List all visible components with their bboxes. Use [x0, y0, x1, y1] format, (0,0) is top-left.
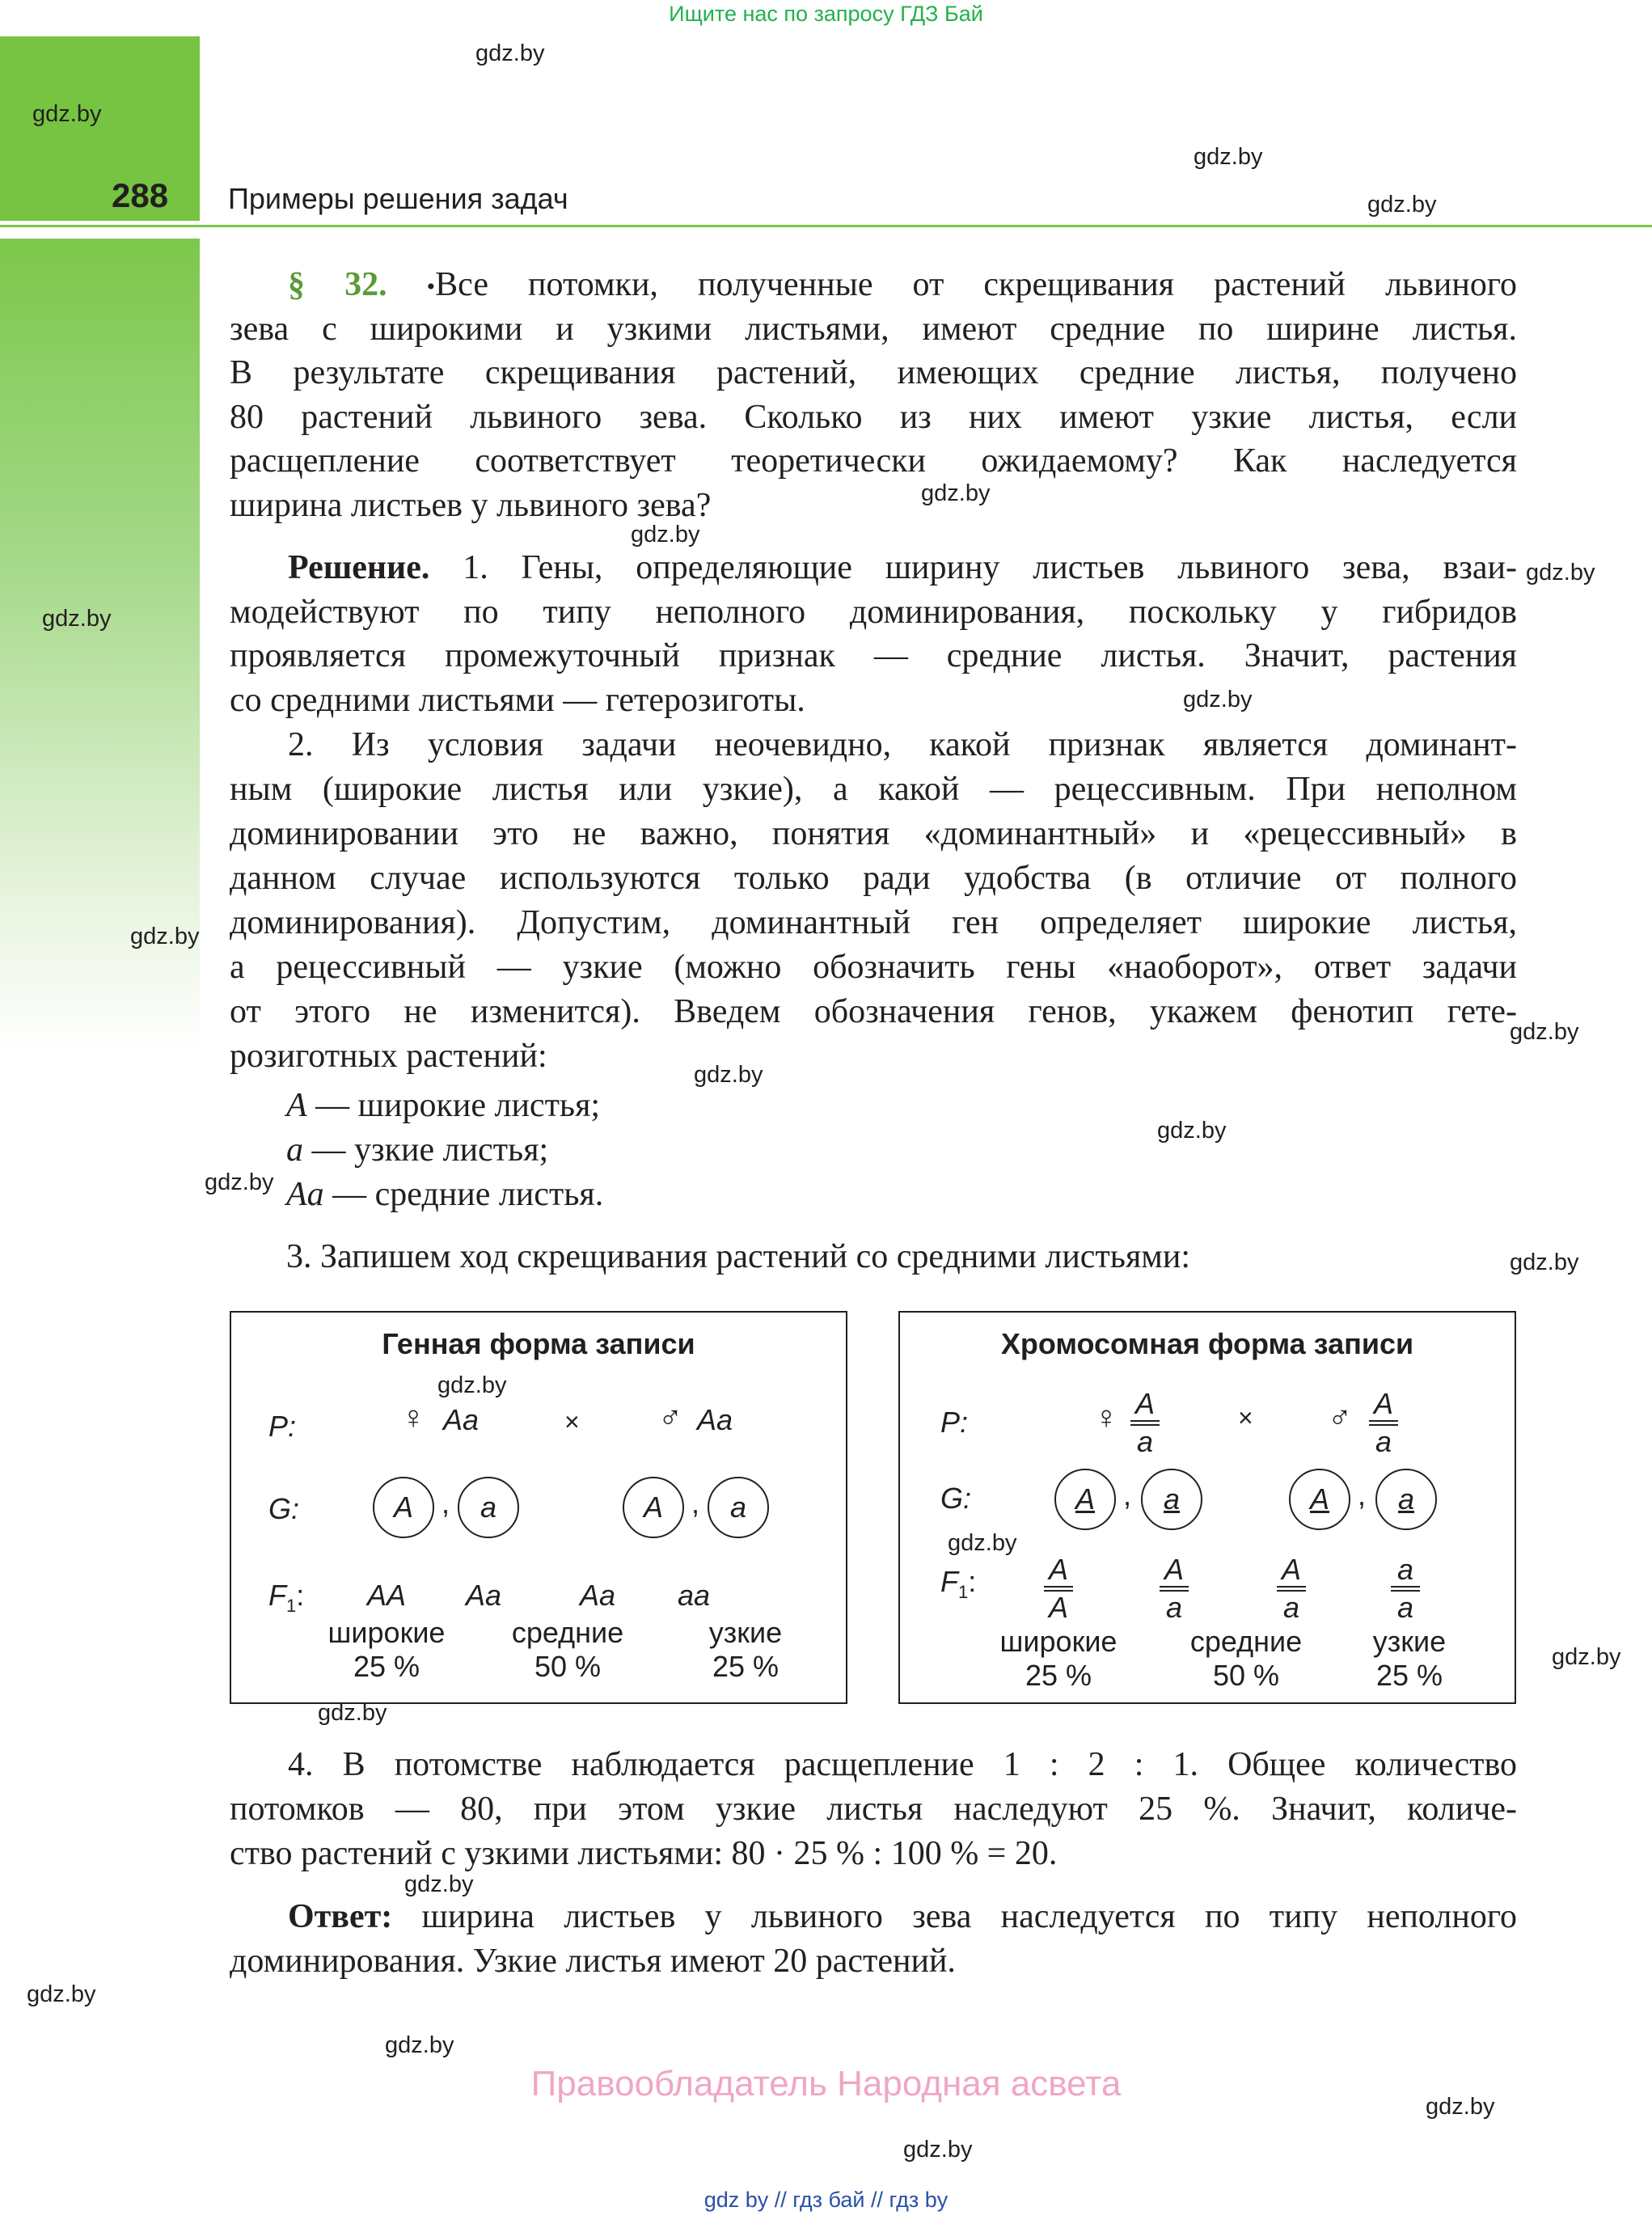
- watermark: gdz.by: [1426, 2094, 1495, 2120]
- watermark: gdz.by: [205, 1169, 274, 1195]
- female-icon: ♀: [401, 1400, 425, 1435]
- watermark: gdz.by: [404, 1871, 474, 1897]
- gamete-circle: A: [373, 1477, 434, 1538]
- watermark: gdz.by: [385, 2032, 454, 2058]
- p-label: P:: [940, 1406, 969, 1439]
- parent-genotype: Aa: [443, 1403, 480, 1436]
- step2-line: от этого не изменится). Введем обозначения генов, укажем фенотип гете-: [230, 993, 1517, 1030]
- step2-line: розиготных растений:: [230, 1038, 547, 1075]
- p-label: P:: [268, 1410, 297, 1443]
- copyright-notice: Правообладатель Народная асвета: [530, 2064, 1122, 2103]
- answer-line-1: Ответ: ширина листьев у львиного зева наследуется по типу неполного: [288, 1898, 1517, 1935]
- chrom-box-title: Хромосомная форма записи: [1000, 1327, 1414, 1360]
- offspring-fraction: A a: [1158, 1554, 1190, 1624]
- problem-line: 80 растений львиного зева. Сколько из них имеют узкие листья, если: [230, 399, 1517, 436]
- offspring-genotype: Aa: [465, 1579, 502, 1612]
- watermark: gdz.by: [475, 40, 545, 66]
- problem-line: зева с широкими и узкими листьями, имеют средние по ширине листья.: [230, 311, 1517, 348]
- gamete-circle: a: [708, 1477, 769, 1538]
- watermark: gdz.by: [32, 101, 102, 127]
- watermark: gdz.by: [1367, 192, 1437, 218]
- gamete-circle: A: [1289, 1469, 1350, 1530]
- watermark: gdz.by: [694, 1062, 763, 1088]
- solution-line: со средними листьями — гетерозиготы.: [230, 682, 805, 719]
- watermark: gdz.by: [1552, 1644, 1621, 1670]
- parent-genotype: Aa: [697, 1403, 733, 1436]
- solution-heading: Решение.: [288, 549, 430, 586]
- problem-line-1: § 32. •Все потомки, полученные от скрещивания растений львиного: [288, 266, 1518, 303]
- problem-line: В результате скрещивания растений, имеющих средние листья, получено: [230, 354, 1517, 391]
- offspring-fraction: A a: [1275, 1554, 1308, 1624]
- chromosome-form-box: [898, 1311, 1516, 1704]
- f1-label: $F_1$:: [940, 1565, 977, 1603]
- step2-line: доминировании это не важно, понятия «доминантный» и «рецессивный» в: [230, 815, 1517, 852]
- step2-line: доминирования). Допустим, доминантный ген определяет широкие листья,: [230, 904, 1517, 941]
- gamete-circle: a: [1141, 1469, 1202, 1530]
- running-head: Примеры решения задач: [228, 182, 568, 215]
- cross-sign: ×: [564, 1407, 580, 1436]
- offspring-fraction: A A: [1042, 1554, 1075, 1624]
- watermark: gdz.by: [42, 606, 112, 632]
- footer-links[interactable]: gdz by // гдз бай // гдз by: [703, 2188, 949, 2212]
- gene-legend-item: A — широкие листья;: [286, 1087, 601, 1124]
- gamete-circle: a: [1375, 1469, 1437, 1530]
- step4-line: ство растений с узкими листьями: 80 · 25 % : 100 % = 20.: [230, 1835, 1058, 1872]
- watermark: gdz.by: [1526, 560, 1595, 586]
- offspring-fraction: a a: [1389, 1554, 1422, 1624]
- phenotype-label: узкие 25 %: [708, 1616, 783, 1683]
- watermark: gdz.by: [1194, 144, 1263, 170]
- top-banner[interactable]: Ищите нас по запросу ГДЗ Бай: [669, 2, 983, 26]
- watermark: gdz.by: [948, 1530, 1017, 1556]
- offspring-genotype: Aa: [579, 1579, 616, 1612]
- comma: ,: [442, 1486, 450, 1520]
- step2-line: ным (широкие листья или узкие), а какой — рецессивным. При неполном: [230, 771, 1517, 808]
- green-header-tab: [0, 36, 200, 221]
- watermark: gdz.by: [318, 1700, 387, 1726]
- problem-line: ширина листьев у львиного зева?: [230, 487, 712, 524]
- bullet: •: [426, 273, 436, 301]
- phenotype-label: широкие 25 %: [327, 1616, 446, 1683]
- gene-box-title: Генная форма записи: [382, 1327, 695, 1360]
- gene-legend-item: Aa — средние листья.: [286, 1176, 604, 1213]
- gene-legend-item: a — узкие листья;: [286, 1131, 549, 1169]
- watermark: gdz.by: [1157, 1118, 1227, 1144]
- comma: ,: [1358, 1478, 1367, 1512]
- male-icon: ♂: [1328, 1400, 1352, 1435]
- page-number: 288: [112, 176, 169, 214]
- phenotype-label: средние 50 %: [1189, 1625, 1303, 1692]
- phenotype-label: узкие 25 %: [1372, 1625, 1447, 1692]
- watermark: gdz.by: [437, 1372, 507, 1398]
- phenotype-label: средние 50 %: [511, 1616, 624, 1683]
- watermark: gdz.by: [903, 2137, 973, 2163]
- male-icon: ♂: [658, 1400, 682, 1435]
- solution-line: проявляется промежуточный признак — средние листья. Значит, растения: [230, 637, 1517, 674]
- female-icon: ♀: [1094, 1400, 1118, 1435]
- step4-line-1: 4. В потомстве наблюдается расщепление 1 : 2 : 1. Общее количество: [288, 1746, 1517, 1783]
- watermark: gdz.by: [130, 924, 200, 949]
- chromosome-fraction: A a: [1367, 1388, 1400, 1458]
- chromosome-fraction: A a: [1129, 1388, 1161, 1458]
- offspring-genotype: AA: [366, 1579, 407, 1612]
- gamete-circle: a: [458, 1477, 519, 1538]
- cross-sign: ×: [1238, 1403, 1253, 1432]
- gamete-circle: A: [1054, 1469, 1116, 1530]
- g-label: G:: [940, 1482, 972, 1515]
- watermark: gdz.by: [631, 522, 700, 548]
- solution-line-1: Решение. 1. Гены, определяющие ширину листьев львиного зева, взаи-: [288, 549, 1518, 586]
- watermark: gdz.by: [921, 480, 991, 506]
- step2-line-1: 2. Из условия задачи неочевидно, какой признак является доминант-: [288, 726, 1517, 763]
- phenotype-label: широкие 25 %: [999, 1625, 1118, 1692]
- comma: ,: [1123, 1478, 1132, 1512]
- watermark: gdz.by: [1183, 687, 1253, 712]
- watermark: gdz.by: [1510, 1019, 1579, 1045]
- watermark: gdz.by: [1510, 1249, 1579, 1275]
- answer-line: доминирования. Узкие листья имеют 20 растений.: [230, 1943, 956, 1980]
- step2-line: а рецессивный — узкие (можно обозначить гены «наоборот», ответ задачи: [230, 949, 1517, 986]
- gene-form-box: [230, 1311, 847, 1704]
- step3-line: 3. Запишем ход скрещивания растений со средними листьями:: [286, 1238, 1190, 1275]
- comma: ,: [691, 1486, 700, 1520]
- watermark: gdz.by: [27, 1981, 96, 2007]
- f1-label: $F_1$:: [268, 1579, 305, 1617]
- problem-line: расщепление соответствует теоретически ожидаемому? Как наследуется: [230, 442, 1517, 480]
- section-number: § 32.: [288, 266, 387, 303]
- answer-label: Ответ:: [288, 1898, 393, 1935]
- offspring-genotype: aa: [677, 1579, 711, 1612]
- step4-line: потомков — 80, при этом узкие листья наследуют 25 %. Значит, количе-: [230, 1791, 1517, 1828]
- gamete-circle: A: [623, 1477, 684, 1538]
- g-label: G:: [268, 1492, 300, 1525]
- step2-line: данном случае используются только ради удобства (в отличие от полного: [230, 860, 1517, 897]
- solution-line: модействуют по типу неполного доминирования, поскольку у гибридов: [230, 594, 1517, 631]
- header-divider: [0, 225, 1652, 227]
